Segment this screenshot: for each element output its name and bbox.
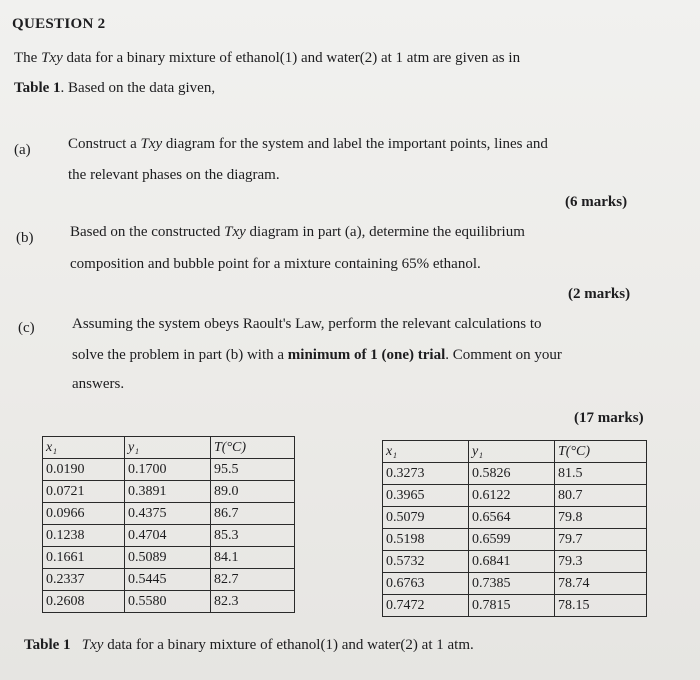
header-x1: x₁ — [383, 441, 469, 463]
cell-x1: 0.0966 — [43, 503, 125, 525]
intro-table-ref: Table 1 — [14, 80, 61, 96]
part-c-pre: solve the problem in part (b) with a — [72, 347, 288, 363]
table-row — [383, 573, 647, 595]
part-c-marks: (17 marks) — [574, 410, 644, 426]
part-c-label: (c) — [18, 320, 35, 336]
table-row — [383, 595, 647, 617]
txy-table-right — [382, 440, 647, 617]
table-row — [383, 551, 647, 573]
cell-x1: 0.2337 — [43, 569, 125, 591]
cell-temperature: 79.3 — [555, 551, 647, 573]
cell-temperature: 78.74 — [555, 573, 647, 595]
cell-temperature: 84.1 — [211, 547, 295, 569]
cell-y1: 0.7385 — [469, 573, 555, 595]
table-row — [383, 529, 647, 551]
cell-x1: 0.7472 — [383, 595, 469, 617]
table-caption — [24, 637, 474, 654]
cell-temperature: 82.7 — [211, 569, 295, 591]
part-b-post: diagram in part (a), determine the equilibrium — [245, 224, 525, 240]
cell-x1: 0.6763 — [383, 573, 469, 595]
cell-y1: 0.4375 — [125, 503, 211, 525]
question-title: QUESTION 2 — [12, 16, 106, 32]
cell-y1: 0.6841 — [469, 551, 555, 573]
intro-text-pre: The — [14, 50, 42, 66]
cell-y1: 0.3891 — [125, 481, 211, 503]
part-a-pre: Construct a — [68, 136, 141, 152]
caption-text: data for a binary mixture of ethanol(1) and water(2) at 1 atm. — [103, 637, 474, 653]
table-row — [43, 525, 295, 547]
cell-temperature: 78.15 — [555, 595, 647, 617]
cell-x1: 0.3273 — [383, 463, 469, 485]
cell-x1: 0.3965 — [383, 485, 469, 507]
table-row — [383, 485, 647, 507]
table-row — [383, 507, 647, 529]
part-c-post: . Comment on your — [445, 347, 562, 363]
cell-temperature: 79.7 — [555, 529, 647, 551]
cell-temperature: 81.5 — [555, 463, 647, 485]
part-a-post: diagram for the system and label the important points, lines and — [162, 136, 548, 152]
intro-text-post: data for a binary mixture of ethanol(1) and water(2) at 1 atm are given as in — [62, 50, 521, 66]
cell-temperature: 80.7 — [555, 485, 647, 507]
cell-y1: 0.1700 — [125, 459, 211, 481]
cell-x1: 0.1661 — [43, 547, 125, 569]
part-b-label: (b) — [16, 230, 34, 246]
part-c-line-3: answers. — [72, 376, 125, 392]
part-c-line-2 — [72, 347, 562, 364]
header-temperature: T(°C) — [555, 441, 647, 463]
cell-y1: 0.5580 — [125, 591, 211, 613]
table-row — [43, 481, 295, 503]
header-y1: y₁ — [125, 437, 211, 459]
part-a-line-2: the relevant phases on the diagram. — [68, 167, 280, 183]
cell-temperature: 85.3 — [211, 525, 295, 547]
part-b-line-1 — [70, 224, 525, 241]
cell-y1: 0.6122 — [469, 485, 555, 507]
intro-line-2-text: . Based on the data given, — [60, 80, 216, 96]
txy-table-left — [42, 436, 295, 613]
cell-x1: 0.0190 — [43, 459, 125, 481]
caption-txy: Txy — [81, 637, 104, 653]
part-a-txy: Txy — [140, 136, 163, 152]
table-row — [43, 459, 295, 481]
cell-x1: 0.5732 — [383, 551, 469, 573]
cell-x1: 0.5079 — [383, 507, 469, 529]
table-row — [383, 463, 647, 485]
cell-x1: 0.5198 — [383, 529, 469, 551]
table-row — [43, 547, 295, 569]
table-row — [43, 569, 295, 591]
cell-y1: 0.5826 — [469, 463, 555, 485]
cell-x1: 0.0721 — [43, 481, 125, 503]
cell-y1: 0.4704 — [125, 525, 211, 547]
intro-line-2 — [14, 80, 215, 97]
caption-table-ref: Table 1 — [24, 637, 71, 653]
cell-temperature: 79.8 — [555, 507, 647, 529]
part-c-line-1: Assuming the system obeys Raoult's Law, perform the relevant calculations to — [72, 316, 542, 332]
header-x1: x₁ — [43, 437, 125, 459]
table-row — [43, 503, 295, 525]
intro-txy: Txy — [41, 50, 63, 66]
part-b-pre: Based on the constructed — [70, 224, 225, 240]
cell-y1: 0.7815 — [469, 595, 555, 617]
part-a-label: (a) — [14, 142, 31, 158]
intro-line-1 — [14, 50, 520, 67]
cell-y1: 0.6564 — [469, 507, 555, 529]
table-row — [43, 591, 295, 613]
table-header-row — [43, 437, 295, 459]
table-header-row — [383, 441, 647, 463]
header-temperature: T(°C) — [211, 437, 295, 459]
cell-y1: 0.6599 — [469, 529, 555, 551]
cell-temperature: 82.3 — [211, 591, 295, 613]
header-y1: y₁ — [469, 441, 555, 463]
cell-y1: 0.5089 — [125, 547, 211, 569]
cell-temperature: 89.0 — [211, 481, 295, 503]
part-a-line-1 — [68, 136, 548, 153]
part-a-marks: (6 marks) — [565, 194, 628, 210]
part-b-marks: (2 marks) — [568, 286, 631, 302]
cell-x1: 0.2608 — [43, 591, 125, 613]
part-b-txy: Txy — [224, 224, 246, 240]
cell-temperature: 95.5 — [211, 459, 295, 481]
part-c-bold: minimum of 1 (one) trial — [287, 347, 446, 363]
cell-x1: 0.1238 — [43, 525, 125, 547]
cell-temperature: 86.7 — [211, 503, 295, 525]
part-b-line-2: composition and bubble point for a mixture containing 65% ethanol. — [70, 256, 481, 272]
cell-y1: 0.5445 — [125, 569, 211, 591]
